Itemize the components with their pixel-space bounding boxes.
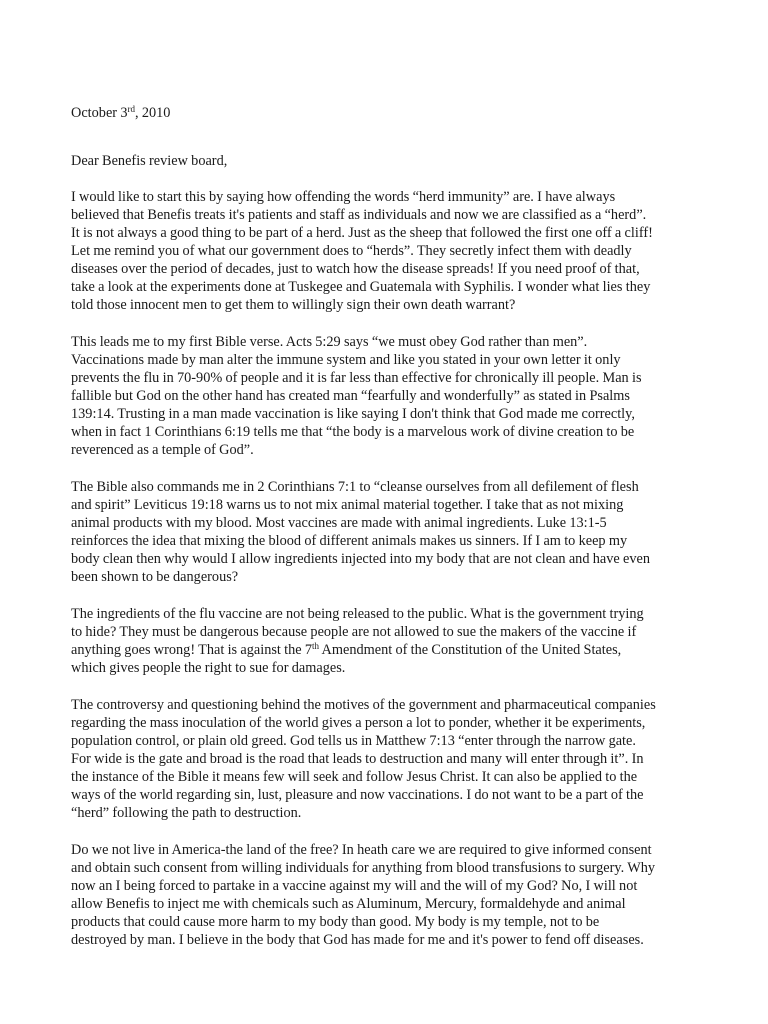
text-line: The ingredients of the flu vaccine are not being released to the public. What is the government trying: [71, 606, 644, 622]
text-line: The Bible also commands me in 2 Corinthians 7:1 to “cleanse ourselves from all defilement of flesh: [71, 479, 639, 495]
text-line: told those innocent men to get them to willingly sign their own death warrant?: [71, 297, 516, 313]
text-line: allow Benefis to inject me with chemicals such as Aluminum, Mercury, formaldehyde and animal: [71, 896, 626, 912]
text-line: This leads me to my first Bible verse. Acts 5:29 says “we must obey God rather than men”.: [71, 334, 588, 350]
text-line: population control, or plain old greed. God tells us in Matthew 7:13 “enter through the narrow gate.: [71, 733, 636, 749]
text-line: destroyed by man. I believe in the body that God has made for me and it's power to fend off diseases.: [71, 932, 644, 948]
paragraph-4: [71, 605, 711, 677]
text-line: Vaccinations made by man alter the immune system and like you stated in your own letter it only: [71, 352, 621, 368]
text-line: It is not always a good thing to be part of a herd. Just as the sheep that followed the first one off a cliff!: [71, 225, 653, 241]
text-line: fallible but God on the other hand has created man “fearfully and wonderfully” as stated in Psalms: [71, 388, 630, 404]
paragraph-6: [71, 841, 711, 949]
text-line: ways of the world regarding sin, lust, pleasure and now vaccinations. I do not want to be a part of the: [71, 787, 644, 803]
text-line: been shown to be dangerous?: [71, 569, 239, 585]
text-line: diseases over the period of decades, just to watch how the disease spreads! If you need proof of that,: [71, 261, 640, 277]
text-line: Let me remind you of what our government does to “herds”. They secretly infect them with deadly: [71, 243, 632, 259]
text-line: I would like to start this by saying how offending the words “herd immunity” are. I have always: [71, 189, 616, 205]
letter-salutation: Dear Benefis review board,: [71, 153, 228, 169]
text-line: Do we not live in America-the land of the free? In heath care we are required to give informed consent: [71, 842, 652, 858]
text-line: now an I being forced to partake in a vaccine against my will and the will of my God? No, I will not: [71, 878, 638, 894]
text-line: and obtain such consent from willing individuals for anything from blood transfusions to surgery. Why: [71, 860, 656, 876]
text-line: “herd” following the path to destruction.: [71, 805, 302, 821]
letter-date: October 3rd, 2010: [71, 104, 171, 121]
text-line: believed that Benefis treats it's patients and staff as individuals and now we are classified as a “herd”.: [71, 207, 647, 223]
text-line: take a look at the experiments done at Tuskegee and Guatemala with Syphilis. I wonder what lies they: [71, 279, 651, 295]
paragraph-5: [71, 696, 711, 822]
text-line: prevents the flu in 70-90% of people and it is far less than effective for chronically ill people. Man is: [71, 370, 642, 386]
text-line: when in fact 1 Corinthians 6:19 tells me that “the body is a marvelous work of divine creation to be: [71, 424, 635, 440]
text-line: the instance of the Bible it means few will seek and follow Jesus Christ. It can also be applied to the: [71, 769, 638, 785]
text-line: reverenced as a temple of God”.: [71, 442, 254, 458]
text-line: The controversy and questioning behind the motives of the government and pharmaceutical companies: [71, 697, 656, 713]
text-line: to hide? They must be dangerous because people are not allowed to sue the makers of the vaccine if: [71, 624, 637, 640]
text-line: reinforces the idea that mixing the blood of different animals makes us sinners. If I am to keep my: [71, 533, 628, 549]
paragraph-2: [71, 333, 711, 459]
paragraph-1: [71, 188, 711, 314]
text-line: 139:14. Trusting in a man made vaccination is like saying I don't think that God made me correctly,: [71, 406, 635, 422]
text-line: animal products with my blood. Most vaccines are made with animal ingredients. Luke 13:1-5: [71, 515, 607, 531]
text-line: products that could cause more harm to my body than good. My body is my temple, not to be: [71, 914, 600, 930]
letter-body: [71, 104, 711, 968]
text-line: body clean then why would I allow ingredients injected into my body that are not clean and have even: [71, 551, 651, 567]
text-line: and spirit” Leviticus 19:18 warns us to not mix animal material together. I take that as not mixing: [71, 497, 624, 513]
text-line-amendment: anything goes wrong! That is against the 7th Amendment of the Constitution of the United States,: [71, 641, 622, 658]
paragraph-3: [71, 478, 711, 586]
text-line: For wide is the gate and broad is the road that leads to destruction and many will enter through it”. In: [71, 751, 644, 767]
text-line: which gives people the right to sue for damages.: [71, 660, 346, 676]
text-line: regarding the mass inoculation of the world gives a person a lot to ponder, whether it be experiments,: [71, 715, 646, 731]
